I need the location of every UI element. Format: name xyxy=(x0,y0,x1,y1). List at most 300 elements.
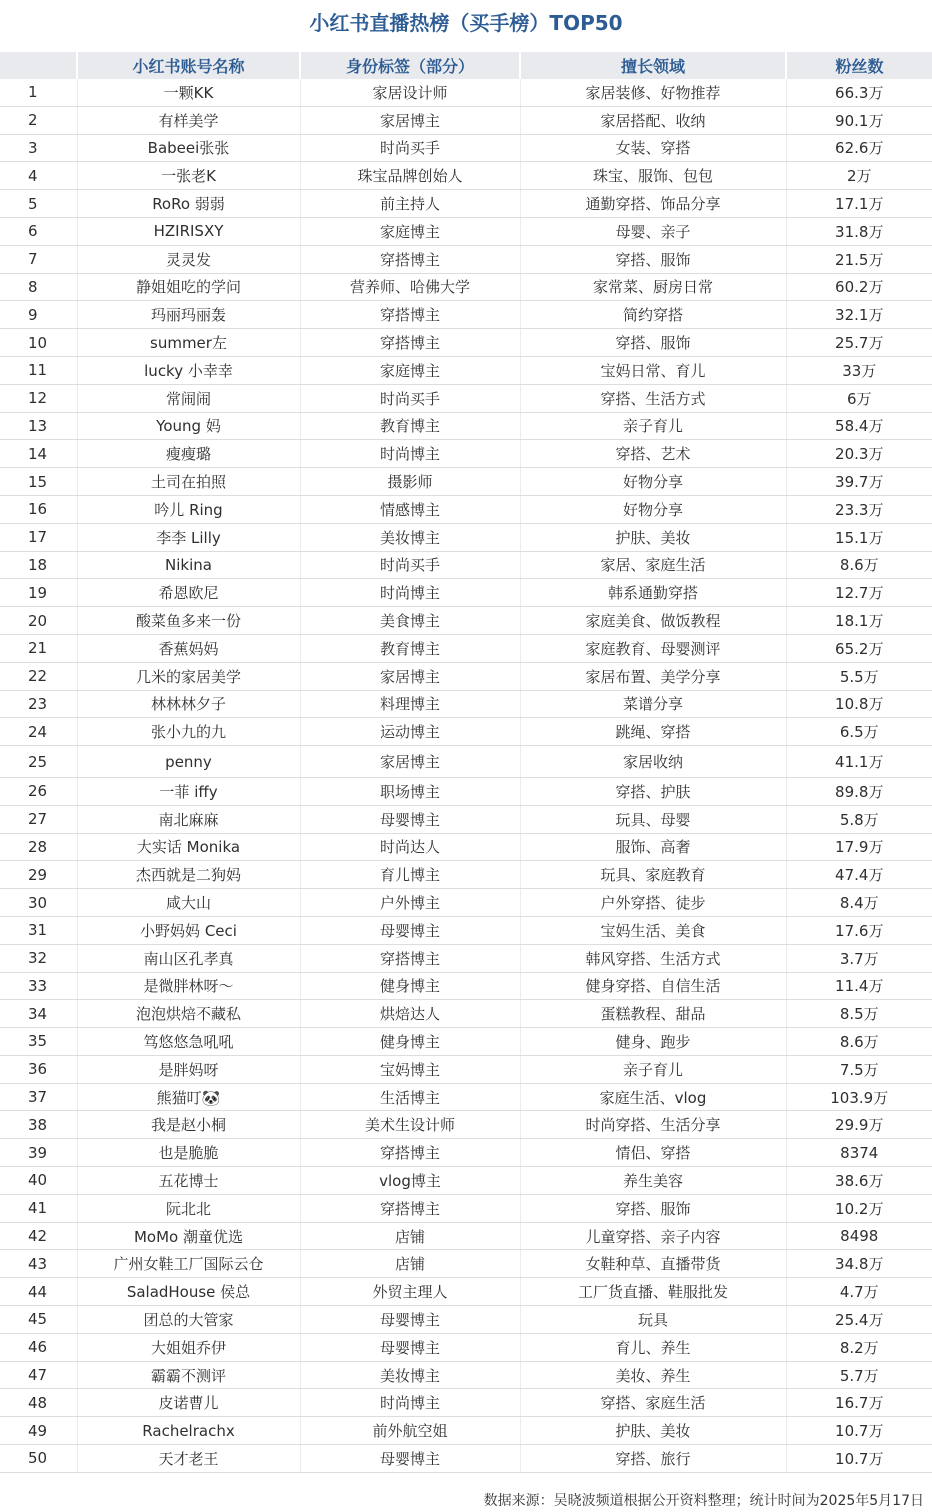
table-row xyxy=(0,440,932,468)
expertise-cell: 宝妈生活、美食 xyxy=(520,916,786,944)
identity-tag-cell: 料理博主 xyxy=(300,690,520,718)
rank-cell: 30 xyxy=(0,889,77,917)
rank-cell: 47 xyxy=(0,1361,77,1389)
followers-cell: 5.8万 xyxy=(786,805,932,833)
table-body xyxy=(0,79,932,1472)
identity-tag-cell: 美食博主 xyxy=(300,607,520,635)
account-name-cell: 土司在拍照 xyxy=(77,468,300,496)
rank-cell: 25 xyxy=(0,746,77,778)
expertise-cell: 穿搭、旅行 xyxy=(520,1445,786,1473)
expertise-cell: 家居收纳 xyxy=(520,746,786,778)
table-row xyxy=(0,777,932,805)
table-row xyxy=(0,1389,932,1417)
followers-cell: 3.7万 xyxy=(786,944,932,972)
followers-cell: 16.7万 xyxy=(786,1389,932,1417)
expertise-cell: 家庭美食、做饭教程 xyxy=(520,607,786,635)
account-name-cell: penny xyxy=(77,746,300,778)
followers-cell: 18.1万 xyxy=(786,607,932,635)
rank-cell: 22 xyxy=(0,662,77,690)
followers-cell: 47.4万 xyxy=(786,861,932,889)
identity-tag-cell: 前主持人 xyxy=(300,190,520,218)
expertise-cell: 家居装修、好物推荐 xyxy=(520,79,786,106)
expertise-cell: 家居、家庭生活 xyxy=(520,551,786,579)
rank-cell: 4 xyxy=(0,162,77,190)
rank-cell: 18 xyxy=(0,551,77,579)
rank-cell: 41 xyxy=(0,1194,77,1222)
account-name-cell: 吟儿 Ring xyxy=(77,495,300,523)
table-row xyxy=(0,718,932,746)
identity-tag-cell: 外贸主理人 xyxy=(300,1278,520,1306)
expertise-cell: 服饰、高奢 xyxy=(520,833,786,861)
identity-tag-cell: 职场博主 xyxy=(300,777,520,805)
table-row xyxy=(0,889,932,917)
identity-tag-cell: 运动博主 xyxy=(300,718,520,746)
table-row xyxy=(0,1000,932,1028)
followers-cell: 11.4万 xyxy=(786,972,932,1000)
account-name-cell: Babeei张张 xyxy=(77,134,300,162)
followers-cell: 10.2万 xyxy=(786,1194,932,1222)
table-header xyxy=(0,52,932,79)
identity-tag-cell: 母婴博主 xyxy=(300,1333,520,1361)
account-name-cell: HZIRISXY xyxy=(77,217,300,245)
followers-cell: 15.1万 xyxy=(786,523,932,551)
rank-cell: 7 xyxy=(0,245,77,273)
account-name-cell: 玛丽玛丽轰 xyxy=(77,301,300,329)
rank-cell: 37 xyxy=(0,1083,77,1111)
followers-cell: 20.3万 xyxy=(786,440,932,468)
rank-cell: 44 xyxy=(0,1278,77,1306)
rank-cell: 42 xyxy=(0,1222,77,1250)
expertise-cell: 穿搭、服饰 xyxy=(520,1194,786,1222)
identity-tag-cell: 穿搭博主 xyxy=(300,245,520,273)
account-name-cell: 熊猫叮🐼 xyxy=(77,1083,300,1111)
rank-cell: 12 xyxy=(0,384,77,412)
expertise-cell: 好物分享 xyxy=(520,468,786,496)
expertise-cell: 亲子育儿 xyxy=(520,412,786,440)
data-source-note: 数据来源：吴晓波频道根据公开资料整理；统计时间为2025年5月17日 xyxy=(483,1493,924,1509)
expertise-cell: 韩系通勤穿搭 xyxy=(520,579,786,607)
identity-tag-cell: 烘焙达人 xyxy=(300,1000,520,1028)
identity-tag-cell: 穿搭博主 xyxy=(300,944,520,972)
table-row xyxy=(0,1194,932,1222)
followers-cell: 8.4万 xyxy=(786,889,932,917)
table-row xyxy=(0,329,932,357)
expertise-cell: 玩具 xyxy=(520,1306,786,1334)
identity-tag-cell: 营养师、哈佛大学 xyxy=(300,273,520,301)
account-name-cell: 大实话 Monika xyxy=(77,833,300,861)
header-expertise: 擅长领域 xyxy=(520,52,786,79)
followers-cell: 17.1万 xyxy=(786,190,932,218)
table-row xyxy=(0,384,932,412)
account-name-cell: 希恩欧尼 xyxy=(77,579,300,607)
table-row xyxy=(0,551,932,579)
expertise-cell: 育儿、养生 xyxy=(520,1333,786,1361)
account-name-cell: 杰西就是二狗妈 xyxy=(77,861,300,889)
table-row xyxy=(0,79,932,106)
expertise-cell: 儿童穿搭、亲子内容 xyxy=(520,1222,786,1250)
table-row xyxy=(0,944,932,972)
expertise-cell: 好物分享 xyxy=(520,495,786,523)
followers-cell: 89.8万 xyxy=(786,777,932,805)
identity-tag-cell: 家庭博主 xyxy=(300,356,520,384)
account-name-cell: 皮诺曹儿 xyxy=(77,1389,300,1417)
table-row xyxy=(0,916,932,944)
account-name-cell: summer左 xyxy=(77,329,300,357)
table-row xyxy=(0,607,932,635)
expertise-cell: 亲子育儿 xyxy=(520,1055,786,1083)
account-name-cell: 灵灵发 xyxy=(77,245,300,273)
table-row xyxy=(0,1028,932,1056)
rank-cell: 10 xyxy=(0,329,77,357)
account-name-cell: 我是赵小桐 xyxy=(77,1111,300,1139)
expertise-cell: 菜谱分享 xyxy=(520,690,786,718)
expertise-cell: 情侣、穿搭 xyxy=(520,1139,786,1167)
followers-cell: 41.1万 xyxy=(786,746,932,778)
account-name-cell: 五花博士 xyxy=(77,1167,300,1195)
rank-cell: 31 xyxy=(0,916,77,944)
rank-cell: 19 xyxy=(0,579,77,607)
identity-tag-cell: 家庭博主 xyxy=(300,217,520,245)
table-row xyxy=(0,1417,932,1445)
followers-cell: 33万 xyxy=(786,356,932,384)
table-row xyxy=(0,1167,932,1195)
identity-tag-cell: 珠宝品牌创始人 xyxy=(300,162,520,190)
expertise-cell: 玩具、母婴 xyxy=(520,805,786,833)
identity-tag-cell: 宝妈博主 xyxy=(300,1055,520,1083)
rank-cell: 33 xyxy=(0,972,77,1000)
table-row xyxy=(0,1055,932,1083)
table-row xyxy=(0,1306,932,1334)
identity-tag-cell: 育儿博主 xyxy=(300,861,520,889)
header-rank xyxy=(0,52,77,79)
identity-tag-cell: 摄影师 xyxy=(300,468,520,496)
followers-cell: 32.1万 xyxy=(786,301,932,329)
followers-cell: 17.9万 xyxy=(786,833,932,861)
table-row xyxy=(0,273,932,301)
table-row xyxy=(0,162,932,190)
followers-cell: 8374 xyxy=(786,1139,932,1167)
expertise-cell: 女鞋种草、直播带货 xyxy=(520,1250,786,1278)
followers-cell: 10.8万 xyxy=(786,690,932,718)
account-name-cell: 是胖妈呀 xyxy=(77,1055,300,1083)
identity-tag-cell: 美术生设计师 xyxy=(300,1111,520,1139)
table-row xyxy=(0,746,932,778)
table-row xyxy=(0,134,932,162)
table-row xyxy=(0,1361,932,1389)
followers-cell: 6.5万 xyxy=(786,718,932,746)
expertise-cell: 工厂货直播、鞋服批发 xyxy=(520,1278,786,1306)
account-name-cell: 静姐姐吃的学问 xyxy=(77,273,300,301)
page-title: 小红书直播热榜（买手榜）TOP50 xyxy=(309,11,623,35)
followers-cell: 23.3万 xyxy=(786,495,932,523)
rank-cell: 9 xyxy=(0,301,77,329)
account-name-cell: 李李 Lilly xyxy=(77,523,300,551)
rank-cell: 13 xyxy=(0,412,77,440)
rank-cell: 32 xyxy=(0,944,77,972)
rank-cell: 35 xyxy=(0,1028,77,1056)
identity-tag-cell: 生活博主 xyxy=(300,1083,520,1111)
followers-cell: 65.2万 xyxy=(786,634,932,662)
rank-cell: 26 xyxy=(0,777,77,805)
expertise-cell: 家常菜、厨房日常 xyxy=(520,273,786,301)
account-name-cell: 有样美学 xyxy=(77,106,300,134)
table-row xyxy=(0,972,932,1000)
expertise-cell: 家庭教育、母婴测评 xyxy=(520,634,786,662)
account-name-cell: 南山区孔孝真 xyxy=(77,944,300,972)
rank-cell: 40 xyxy=(0,1167,77,1195)
table-row xyxy=(0,1083,932,1111)
account-name-cell: SaladHouse 侯总 xyxy=(77,1278,300,1306)
followers-cell: 66.3万 xyxy=(786,79,932,106)
followers-cell: 58.4万 xyxy=(786,412,932,440)
account-name-cell: 常闹闹 xyxy=(77,384,300,412)
table-row xyxy=(0,301,932,329)
followers-cell: 10.7万 xyxy=(786,1445,932,1473)
followers-cell: 25.4万 xyxy=(786,1306,932,1334)
rank-cell: 34 xyxy=(0,1000,77,1028)
followers-cell: 8.2万 xyxy=(786,1333,932,1361)
rank-cell: 16 xyxy=(0,495,77,523)
rank-cell: 15 xyxy=(0,468,77,496)
header-row xyxy=(0,52,932,79)
rank-cell: 23 xyxy=(0,690,77,718)
followers-cell: 62.6万 xyxy=(786,134,932,162)
account-name-cell: 大姐姐乔伊 xyxy=(77,1333,300,1361)
rank-cell: 11 xyxy=(0,356,77,384)
identity-tag-cell: 时尚买手 xyxy=(300,551,520,579)
expertise-cell: 跳绳、穿搭 xyxy=(520,718,786,746)
identity-tag-cell: 母婴博主 xyxy=(300,1445,520,1473)
account-name-cell: Young 妈 xyxy=(77,412,300,440)
rank-cell: 28 xyxy=(0,833,77,861)
account-name-cell: 笃悠悠急吼吼 xyxy=(77,1028,300,1056)
expertise-cell: 母婴、亲子 xyxy=(520,217,786,245)
table-row xyxy=(0,106,932,134)
rank-cell: 50 xyxy=(0,1445,77,1473)
identity-tag-cell: 情感博主 xyxy=(300,495,520,523)
rank-cell: 5 xyxy=(0,190,77,218)
followers-cell: 8498 xyxy=(786,1222,932,1250)
followers-cell: 8.6万 xyxy=(786,551,932,579)
expertise-cell: 健身穿搭、自信生活 xyxy=(520,972,786,1000)
expertise-cell: 蛋糕教程、甜品 xyxy=(520,1000,786,1028)
table-row xyxy=(0,1111,932,1139)
table-row xyxy=(0,1222,932,1250)
account-name-cell: 一菲 iffy xyxy=(77,777,300,805)
table-row xyxy=(0,356,932,384)
followers-cell: 5.5万 xyxy=(786,662,932,690)
followers-cell: 8.5万 xyxy=(786,1000,932,1028)
followers-cell: 21.5万 xyxy=(786,245,932,273)
rank-cell: 29 xyxy=(0,861,77,889)
table-row xyxy=(0,245,932,273)
account-name-cell: 阮北北 xyxy=(77,1194,300,1222)
rank-cell: 45 xyxy=(0,1306,77,1334)
table-row xyxy=(0,1278,932,1306)
followers-cell: 6万 xyxy=(786,384,932,412)
followers-cell: 31.8万 xyxy=(786,217,932,245)
table-row xyxy=(0,1250,932,1278)
followers-cell: 90.1万 xyxy=(786,106,932,134)
expertise-cell: 户外穿搭、徒步 xyxy=(520,889,786,917)
rank-cell: 49 xyxy=(0,1417,77,1445)
expertise-cell: 通勤穿搭、饰品分享 xyxy=(520,190,786,218)
identity-tag-cell: 前外航空姐 xyxy=(300,1417,520,1445)
ranking-table xyxy=(0,52,932,1473)
identity-tag-cell: 家居博主 xyxy=(300,106,520,134)
account-name-cell: 酸菜鱼多来一份 xyxy=(77,607,300,635)
identity-tag-cell: 店铺 xyxy=(300,1250,520,1278)
followers-cell: 60.2万 xyxy=(786,273,932,301)
account-name-cell: 是微胖林呀～ xyxy=(77,972,300,1000)
identity-tag-cell: 店铺 xyxy=(300,1222,520,1250)
followers-cell: 103.9万 xyxy=(786,1083,932,1111)
expertise-cell: 宝妈日常、育儿 xyxy=(520,356,786,384)
rank-cell: 14 xyxy=(0,440,77,468)
identity-tag-cell: 教育博主 xyxy=(300,412,520,440)
expertise-cell: 家庭生活、vlog xyxy=(520,1083,786,1111)
identity-tag-cell: 穿搭博主 xyxy=(300,301,520,329)
identity-tag-cell: 时尚博主 xyxy=(300,440,520,468)
table-row xyxy=(0,1333,932,1361)
identity-tag-cell: 母婴博主 xyxy=(300,916,520,944)
account-name-cell: RoRo 弱弱 xyxy=(77,190,300,218)
followers-cell: 4.7万 xyxy=(786,1278,932,1306)
followers-cell: 10.7万 xyxy=(786,1417,932,1445)
rank-cell: 2 xyxy=(0,106,77,134)
expertise-cell: 穿搭、艺术 xyxy=(520,440,786,468)
identity-tag-cell: 美妆博主 xyxy=(300,1361,520,1389)
identity-tag-cell: 户外博主 xyxy=(300,889,520,917)
expertise-cell: 玩具、家庭教育 xyxy=(520,861,786,889)
followers-cell: 7.5万 xyxy=(786,1055,932,1083)
account-name-cell: 林林林夕子 xyxy=(77,690,300,718)
table-row xyxy=(0,190,932,218)
account-name-cell: Rachelrachx xyxy=(77,1417,300,1445)
rank-cell: 6 xyxy=(0,217,77,245)
table-row xyxy=(0,861,932,889)
account-name-cell: 张小九的九 xyxy=(77,718,300,746)
expertise-cell: 养生美容 xyxy=(520,1167,786,1195)
account-name-cell: 广州女鞋工厂国际云仓 xyxy=(77,1250,300,1278)
table-row xyxy=(0,468,932,496)
account-name-cell: Nikina xyxy=(77,551,300,579)
expertise-cell: 穿搭、家庭生活 xyxy=(520,1389,786,1417)
account-name-cell: MoMo 潮童优选 xyxy=(77,1222,300,1250)
identity-tag-cell: 时尚买手 xyxy=(300,134,520,162)
followers-cell: 25.7万 xyxy=(786,329,932,357)
expertise-cell: 穿搭、服饰 xyxy=(520,245,786,273)
table-row xyxy=(0,690,932,718)
header-account-name: 小红书账号名称 xyxy=(77,52,300,79)
rank-cell: 48 xyxy=(0,1389,77,1417)
expertise-cell: 时尚穿搭、生活分享 xyxy=(520,1111,786,1139)
expertise-cell: 珠宝、服饰、包包 xyxy=(520,162,786,190)
header-identity-tag: 身份标签（部分） xyxy=(300,52,520,79)
identity-tag-cell: 家居博主 xyxy=(300,746,520,778)
rank-cell: 1 xyxy=(0,79,77,106)
expertise-cell: 简约穿搭 xyxy=(520,301,786,329)
rank-cell: 24 xyxy=(0,718,77,746)
expertise-cell: 美妆、养生 xyxy=(520,1361,786,1389)
account-name-cell: 霸霸不测评 xyxy=(77,1361,300,1389)
identity-tag-cell: 健身博主 xyxy=(300,1028,520,1056)
rank-cell: 38 xyxy=(0,1111,77,1139)
identity-tag-cell: 穿搭博主 xyxy=(300,329,520,357)
account-name-cell: lucky 小幸幸 xyxy=(77,356,300,384)
rank-cell: 8 xyxy=(0,273,77,301)
followers-cell: 12.7万 xyxy=(786,579,932,607)
account-name-cell: 香蕉妈妈 xyxy=(77,634,300,662)
identity-tag-cell: 时尚博主 xyxy=(300,1389,520,1417)
account-name-cell: 泡泡烘焙不藏私 xyxy=(77,1000,300,1028)
identity-tag-cell: 穿搭博主 xyxy=(300,1139,520,1167)
table-row xyxy=(0,833,932,861)
followers-cell: 38.6万 xyxy=(786,1167,932,1195)
rank-cell: 36 xyxy=(0,1055,77,1083)
followers-cell: 34.8万 xyxy=(786,1250,932,1278)
table-row xyxy=(0,579,932,607)
rank-cell: 46 xyxy=(0,1333,77,1361)
expertise-cell: 穿搭、生活方式 xyxy=(520,384,786,412)
expertise-cell: 穿搭、服饰 xyxy=(520,329,786,357)
identity-tag-cell: vlog博主 xyxy=(300,1167,520,1195)
identity-tag-cell: 家居设计师 xyxy=(300,79,520,106)
identity-tag-cell: 时尚达人 xyxy=(300,833,520,861)
table-row xyxy=(0,1139,932,1167)
account-name-cell: 几米的家居美学 xyxy=(77,662,300,690)
followers-cell: 5.7万 xyxy=(786,1361,932,1389)
followers-cell: 8.6万 xyxy=(786,1028,932,1056)
account-name-cell: 南北麻麻 xyxy=(77,805,300,833)
expertise-cell: 穿搭、护肤 xyxy=(520,777,786,805)
rank-cell: 21 xyxy=(0,634,77,662)
identity-tag-cell: 穿搭博主 xyxy=(300,1194,520,1222)
followers-cell: 2万 xyxy=(786,162,932,190)
table-row xyxy=(0,634,932,662)
account-name-cell: 团总的大管家 xyxy=(77,1306,300,1334)
table-row xyxy=(0,805,932,833)
expertise-cell: 韩风穿搭、生活方式 xyxy=(520,944,786,972)
rank-cell: 39 xyxy=(0,1139,77,1167)
table-row xyxy=(0,1445,932,1473)
identity-tag-cell: 时尚博主 xyxy=(300,579,520,607)
rank-cell: 43 xyxy=(0,1250,77,1278)
rank-cell: 17 xyxy=(0,523,77,551)
account-name-cell: 一颗KK xyxy=(77,79,300,106)
expertise-cell: 女装、穿搭 xyxy=(520,134,786,162)
identity-tag-cell: 时尚买手 xyxy=(300,384,520,412)
account-name-cell: 瘦瘦璐 xyxy=(77,440,300,468)
account-name-cell: 也是脆脆 xyxy=(77,1139,300,1167)
table-row xyxy=(0,523,932,551)
expertise-cell: 家居搭配、收纳 xyxy=(520,106,786,134)
followers-cell: 17.6万 xyxy=(786,916,932,944)
table-row xyxy=(0,412,932,440)
followers-cell: 29.9万 xyxy=(786,1111,932,1139)
identity-tag-cell: 美妆博主 xyxy=(300,523,520,551)
identity-tag-cell: 母婴博主 xyxy=(300,1306,520,1334)
expertise-cell: 护肤、美妆 xyxy=(520,523,786,551)
table-row xyxy=(0,217,932,245)
account-name-cell: 天才老王 xyxy=(77,1445,300,1473)
rank-cell: 27 xyxy=(0,805,77,833)
account-name-cell: 咸大山 xyxy=(77,889,300,917)
rank-cell: 20 xyxy=(0,607,77,635)
identity-tag-cell: 教育博主 xyxy=(300,634,520,662)
rank-cell: 3 xyxy=(0,134,77,162)
identity-tag-cell: 母婴博主 xyxy=(300,805,520,833)
